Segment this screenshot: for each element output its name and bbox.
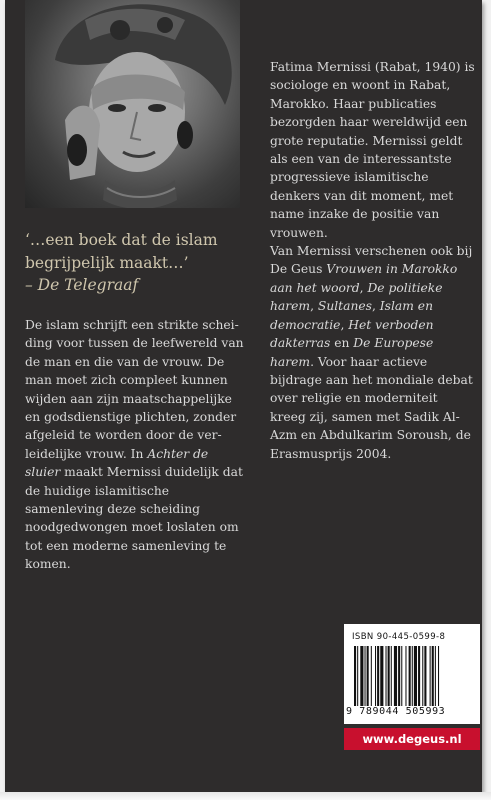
press-quote [25,229,245,297]
text-segment: , [340,317,349,332]
book-title: De politieke harem [270,280,443,314]
author-photo [25,0,240,208]
page-edge [0,792,491,800]
book-title: Islam en democratie [270,299,433,332]
author-biography [270,58,475,463]
bio-paragraph [270,58,475,242]
text-segment: , [310,299,318,314]
book-title: Vrouwen in Marokko aan het woord [270,262,458,295]
text-segment: Fatima Mernissi (Rabat, 1940) is sociologe en woont in Rabat, Marokko. Haar publicaties bezorgden haar wereldwijd een grote reputatie. Mernissi geldt als een van de interessantste progressieve islamitische denkers van dit moment, met name inzake de positie van vrouwen. [270,60,475,240]
text-segment: en [330,336,354,351]
publisher-url[interactable]: www.degeus.nl [344,728,480,750]
text-segment: maakt Mernissi duidelijk dat de huidige islamitische samenleving deze scheiding noodgedwongen moet loslaten om tot een moderne samenleving te komen. [25,465,243,572]
quote-text: ‘…een boek dat de islam begrijpelijk maakt…’ [25,231,218,272]
ean-digits: 9 789044 505993 [346,706,446,717]
book-title: De Europese harem [270,336,434,369]
isbn-label: ISBN 90-445-0599-8 [352,632,446,642]
works-paragraph [270,242,475,463]
book-back-cover [5,0,482,792]
text-segment: . Voor haar actieve bijdrage aan het mondiale debat over religie en moderniteit kreeg zij, samen met Sadik Al-Azm en Abdulkarim Soroush, de Erasmusprijs 2004. [270,354,473,461]
text-segment: , [371,299,380,314]
book-title: Het verboden dakterras [270,317,434,351]
description-paragraph [25,316,247,574]
book-title: Achter de sluier [25,446,209,480]
barcode-block [344,624,480,724]
text-segment: , [359,280,368,295]
quote-source: – De Telegraaf [25,276,139,294]
barcode-icon [354,646,470,706]
book-description [25,316,247,574]
text-segment: De islam schrijft een strikte scheiding voor tussen de leefwereld van de man en die van de vrouw. De man moet zich compleet kunnen wijden aan zijn maatschappelijke en godsdienstige plichten, zonder afgeleid te worden door de verleidelijke vrouw. In [25,318,244,461]
text-segment: Van Mernissi verschenen ook bij De Geus [270,244,473,277]
book-title: Sultanes [317,299,372,314]
